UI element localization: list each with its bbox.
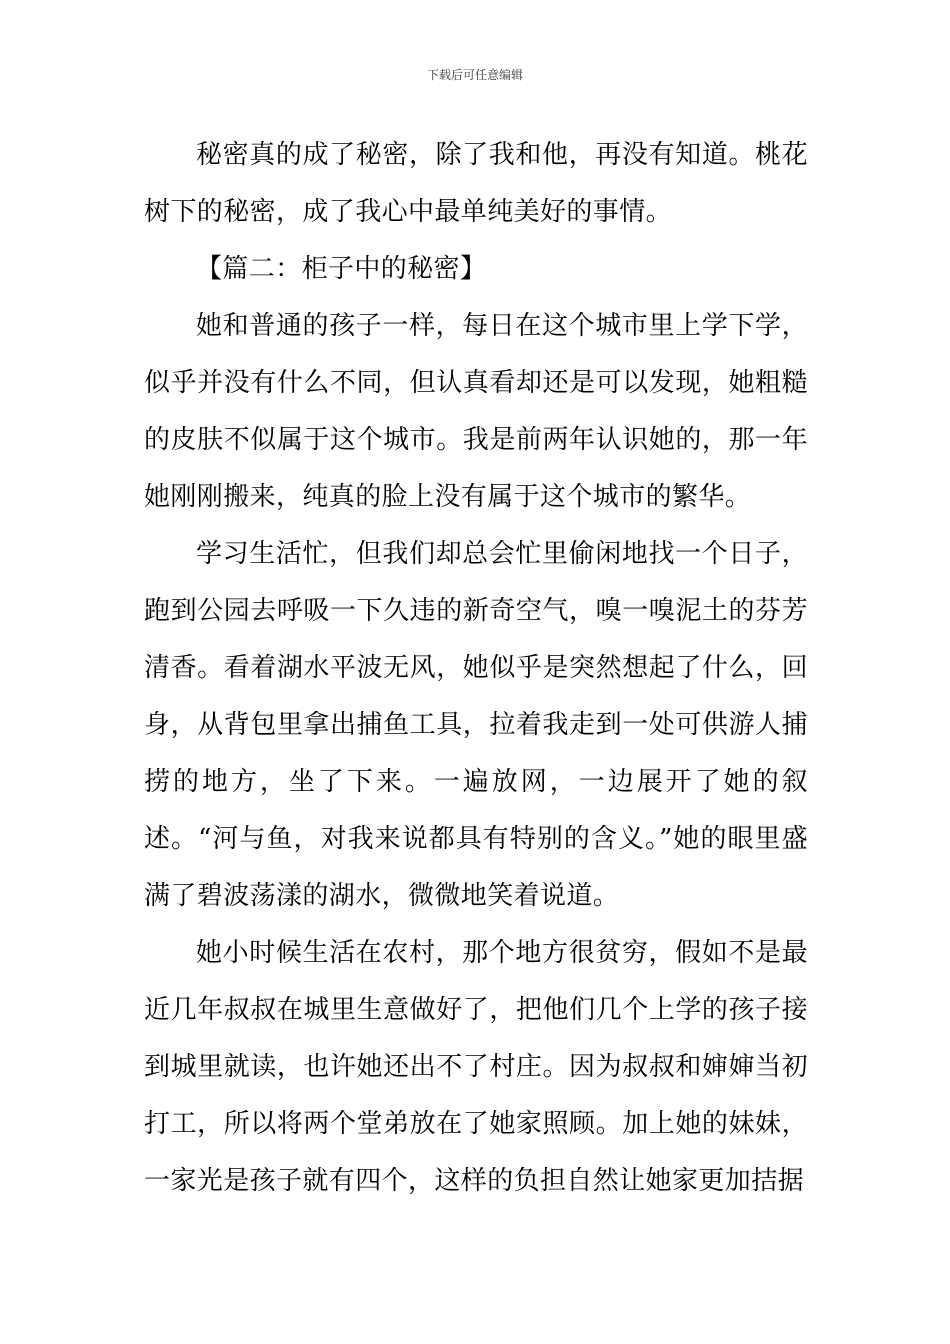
page-header: 下载后可任意编辑 xyxy=(426,68,523,82)
paragraph-3: 学习生活忙，但我们却总会忙里偷闲地找一个日子，跑到公园去呼吸一下久违的新奇空气，嗅一嗅泥土的芬芳清香。看着湖水平波无风，她似乎是突然想起了什么，回身，从背包里拿出捕鱼工具，拉着我走到一处可供游人捕捞的地方，坐了下来。一遍放网，一边展开了她的叙述。“河与鱼，对我来说都具有特别的含义。”她的眼里盛满了碧波荡漾的湖水，微微地笑着说道。 xyxy=(144,539,808,911)
paragraph-1: 秘密真的成了秘密，除了我和他，再没有知道。桃花树下的秘密，成了我心中最单纯美好的事情。 xyxy=(144,140,808,227)
paragraph-4: 她小时候生活在农村，那个地方很贫穷，假如不是最近几年叔叔在城里生意做好了，把他们几个上学的孩子接到城里就读，也许她还出不了村庄。因为叔叔和婶婶当初打工，所以将两个堂弟放在了她家照顾。加上她的妹妹，一家光是孩子就有四个，这样的负担自然让她家更加拮据 xyxy=(144,938,808,1196)
paragraph-2: 她和普通的孩子一样，每日在这个城市里上学下学，似乎并没有什么不同，但认真看却还是可以发现，她粗糙的皮肤不似属于这个城市。我是前两年认识她的，那一年她刚刚搬来，纯真的脸上没有属于这个城市的繁华。 xyxy=(144,311,808,512)
document-body xyxy=(144,127,808,1210)
section-heading: 【篇二：柜子中的秘密】 xyxy=(196,254,487,284)
